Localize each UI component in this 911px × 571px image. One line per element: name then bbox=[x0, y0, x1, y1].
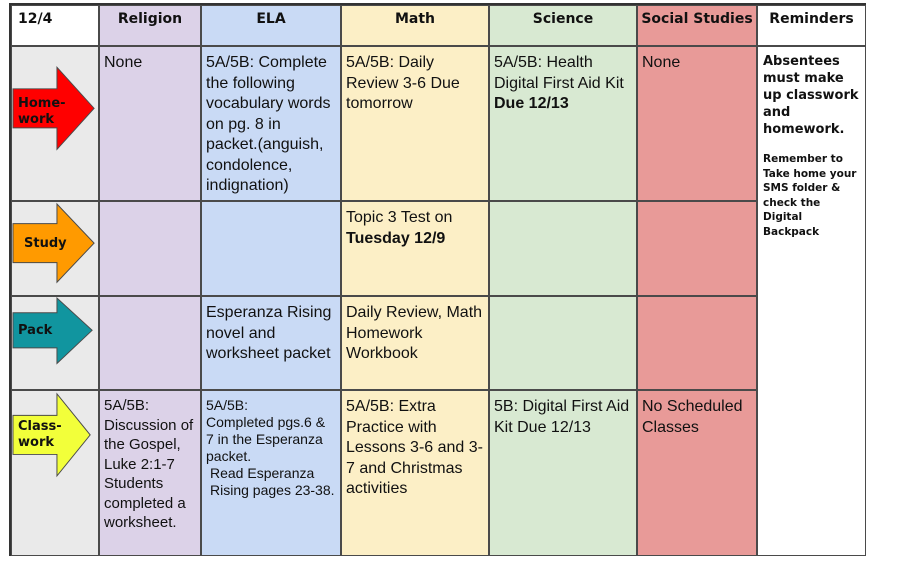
header-date: 12/4 bbox=[11, 5, 99, 46]
right-arrow-icon bbox=[12, 297, 98, 389]
classwork-science: 5B: Digital First Aid Kit Due 12/13 bbox=[489, 390, 637, 556]
header-social-studies: Social Studies bbox=[637, 5, 757, 46]
homework-ela: 5A/5B: Complete the following vocabulary words on pg. 8 in packet.(anguish, condolence, indignation) bbox=[201, 46, 341, 201]
homework-label: Home- work bbox=[18, 96, 66, 127]
pack-arrow-cell bbox=[11, 296, 99, 390]
study-arrow-cell bbox=[11, 201, 99, 296]
pack-social-studies bbox=[637, 296, 757, 390]
homework-social-studies: None bbox=[637, 46, 757, 201]
study-science bbox=[489, 201, 637, 296]
reminders-cell bbox=[757, 46, 866, 556]
header-math: Math bbox=[341, 5, 489, 46]
header-reminders: Reminders bbox=[757, 5, 866, 46]
study-math: Topic 3 Test on Tuesday 12/9 bbox=[341, 201, 489, 296]
right-arrow-icon bbox=[12, 391, 98, 555]
header-science: Science bbox=[489, 5, 637, 46]
pack-ela: Esperanza Rising novel and worksheet packet bbox=[201, 296, 341, 390]
homework-religion: None bbox=[99, 46, 201, 201]
pack-science bbox=[489, 296, 637, 390]
pack-religion bbox=[99, 296, 201, 390]
study-label: Study bbox=[24, 236, 67, 251]
classwork-math: 5A/5B: Extra Practice with Lessons 3-6 and 3-7 and Christmas activities bbox=[341, 390, 489, 556]
header-religion: Religion bbox=[99, 5, 201, 46]
header-ela: ELA bbox=[201, 5, 341, 46]
study-social-studies bbox=[637, 201, 757, 296]
homework-math: 5A/5B: Daily Review 3-6 Due tomorrow bbox=[341, 46, 489, 201]
classwork-ela: 5A/5B: Completed pgs.6 & 7 in the Esperanza packet. Read Esperanza Rising pages 23-38. bbox=[201, 390, 341, 556]
pack-label: Pack bbox=[18, 323, 53, 338]
classwork-religion: 5A/5B: Discussion of the Gospel, Luke 2:1-7 Students completed a worksheet. bbox=[99, 390, 201, 556]
reminders-main: Absentees must make up classwork and homework. bbox=[763, 54, 859, 137]
study-religion bbox=[99, 201, 201, 296]
homework-table bbox=[9, 3, 866, 556]
classwork-social-studies: No Scheduled Classes bbox=[637, 390, 757, 556]
classwork-arrow-cell bbox=[11, 390, 99, 556]
pack-math: Daily Review, Math Homework Workbook bbox=[341, 296, 489, 390]
reminders-sub: Remember to Take home your SMS folder & check the Digital Backpack bbox=[763, 153, 857, 238]
homework-science: 5A/5B: Health Digital First Aid Kit Due 12/13 bbox=[489, 46, 637, 201]
homework-arrow-cell bbox=[11, 46, 99, 201]
study-ela bbox=[201, 201, 341, 296]
classwork-label: Class- work bbox=[18, 419, 62, 450]
